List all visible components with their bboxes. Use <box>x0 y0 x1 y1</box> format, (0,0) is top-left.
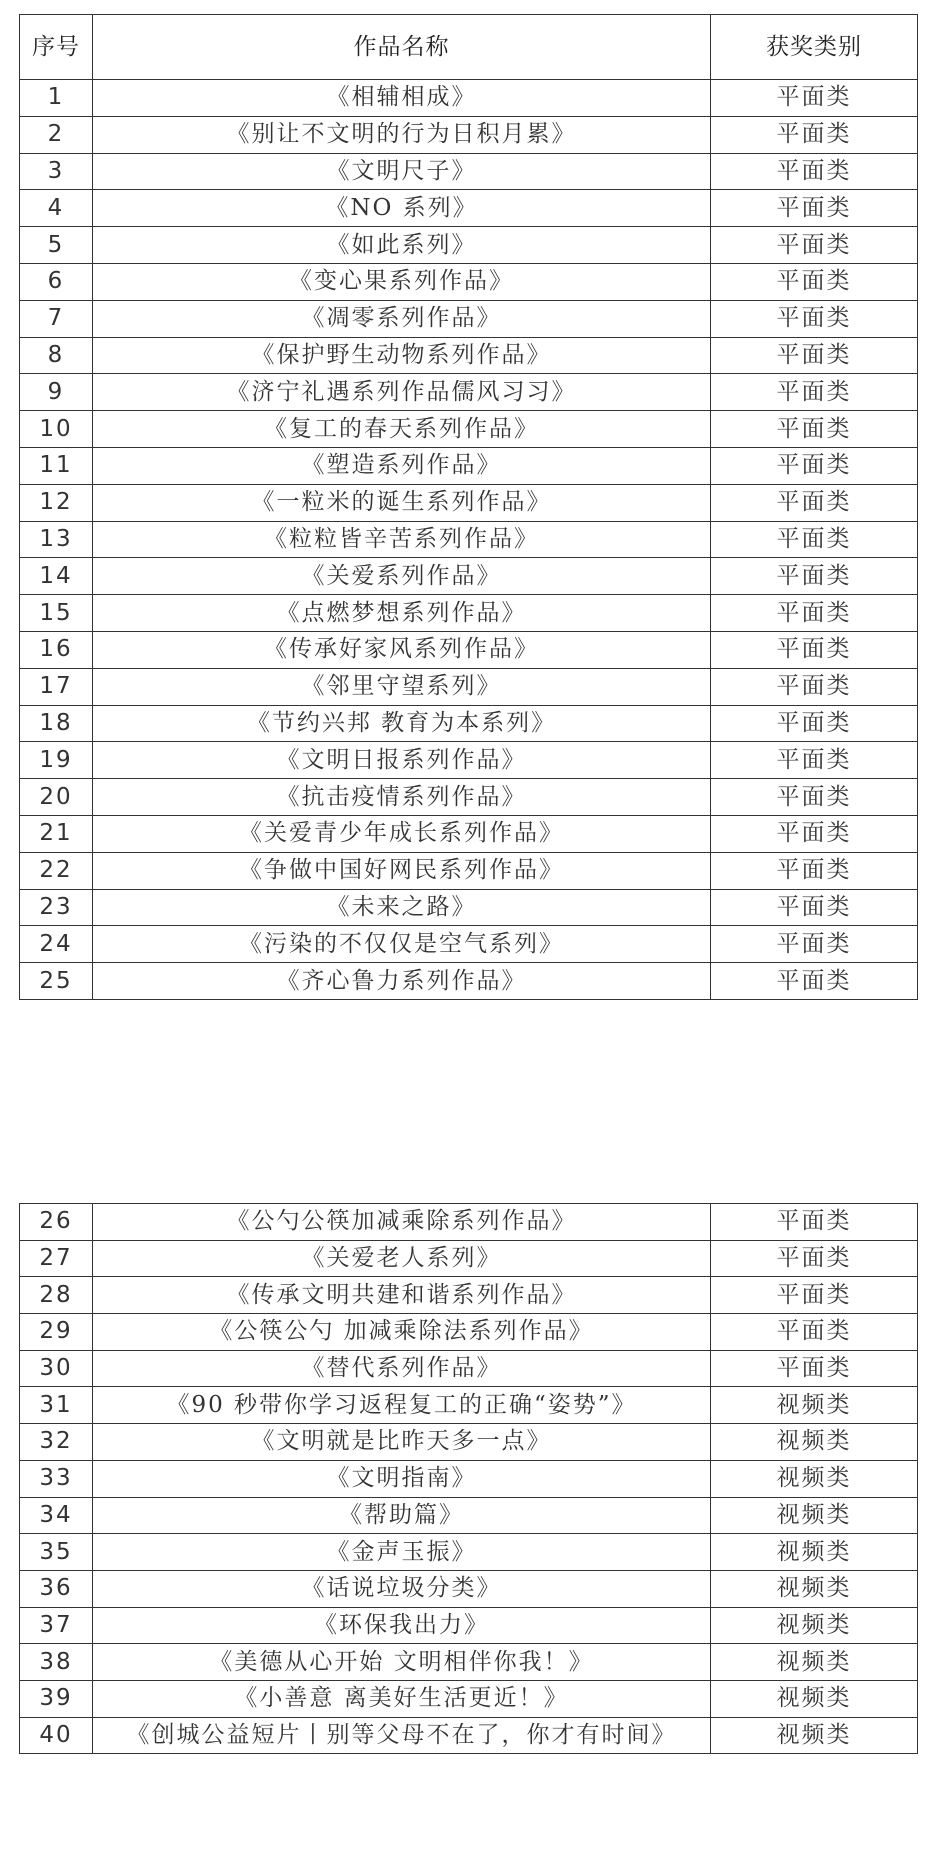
cell-award-category: 平面类 <box>711 80 918 117</box>
cell-serial-number: 15 <box>20 595 93 632</box>
cell-serial-number: 33 <box>20 1460 93 1497</box>
cell-award-category: 平面类 <box>711 1277 918 1314</box>
cell-work-title: 《争做中国好网民系列作品》 <box>93 852 711 889</box>
cell-work-title: 《帮助篇》 <box>93 1497 711 1534</box>
cell-serial-number: 21 <box>20 815 93 852</box>
cell-award-category: 视频类 <box>711 1460 918 1497</box>
table-row <box>20 190 918 227</box>
cell-award-category: 平面类 <box>711 779 918 816</box>
cell-work-title: 《替代系列作品》 <box>93 1350 711 1387</box>
cell-work-title: 《创城公益短片丨别等父母不在了，你才有时间》 <box>93 1717 711 1754</box>
cell-serial-number: 3 <box>20 153 93 190</box>
table-row <box>20 116 918 153</box>
cell-serial-number: 37 <box>20 1607 93 1644</box>
cell-serial-number: 4 <box>20 190 93 227</box>
table-row <box>20 1314 918 1351</box>
cell-award-category: 视频类 <box>711 1387 918 1424</box>
table-row <box>20 80 918 117</box>
table-row <box>20 153 918 190</box>
cell-serial-number: 39 <box>20 1680 93 1717</box>
cell-award-category: 平面类 <box>711 889 918 926</box>
cell-award-category: 平面类 <box>711 1314 918 1351</box>
cell-serial-number: 40 <box>20 1717 93 1754</box>
cell-award-category: 视频类 <box>711 1570 918 1607</box>
cell-serial-number: 17 <box>20 668 93 705</box>
cell-work-title: 《抗击疫情系列作品》 <box>93 779 711 816</box>
cell-award-category: 平面类 <box>711 852 918 889</box>
cell-award-category: 平面类 <box>711 300 918 337</box>
table-row <box>20 742 918 779</box>
cell-work-title: 《塑造系列作品》 <box>93 447 711 484</box>
table-row <box>20 1387 918 1424</box>
table-row <box>20 411 918 448</box>
cell-award-category: 平面类 <box>711 447 918 484</box>
table-row <box>20 779 918 816</box>
cell-award-category: 平面类 <box>711 631 918 668</box>
table-body-part-1 <box>20 80 918 1000</box>
table-row <box>20 631 918 668</box>
cell-serial-number: 9 <box>20 374 93 411</box>
cell-serial-number: 22 <box>20 852 93 889</box>
table-row <box>20 889 918 926</box>
table-row <box>20 852 918 889</box>
cell-work-title: 《济宁礼遇系列作品儒风习习》 <box>93 374 711 411</box>
cell-work-title: 《金声玉振》 <box>93 1534 711 1571</box>
table-row <box>20 447 918 484</box>
table-header-row <box>20 15 918 80</box>
cell-award-category: 平面类 <box>711 558 918 595</box>
table-row <box>20 521 918 558</box>
cell-work-title: 《点燃梦想系列作品》 <box>93 595 711 632</box>
table-row <box>20 484 918 521</box>
cell-serial-number: 29 <box>20 1314 93 1351</box>
cell-work-title: 《粒粒皆辛苦系列作品》 <box>93 521 711 558</box>
header-work-title: 作品名称 <box>93 15 711 80</box>
cell-serial-number: 16 <box>20 631 93 668</box>
cell-work-title: 《变心果系列作品》 <box>93 263 711 300</box>
table-row <box>20 1607 918 1644</box>
table-row <box>20 815 918 852</box>
cell-award-category: 视频类 <box>711 1497 918 1534</box>
table-row <box>20 1350 918 1387</box>
cell-award-category: 平面类 <box>711 926 918 963</box>
cell-award-category: 平面类 <box>711 227 918 264</box>
cell-serial-number: 8 <box>20 337 93 374</box>
cell-work-title: 《传承文明共建和谐系列作品》 <box>93 1277 711 1314</box>
cell-award-category: 平面类 <box>711 153 918 190</box>
cell-award-category: 平面类 <box>711 337 918 374</box>
cell-award-category: 平面类 <box>711 521 918 558</box>
cell-work-title: 《传承好家风系列作品》 <box>93 631 711 668</box>
table-row <box>20 963 918 1000</box>
cell-award-category: 平面类 <box>711 705 918 742</box>
cell-serial-number: 27 <box>20 1240 93 1277</box>
cell-award-category: 平面类 <box>711 1240 918 1277</box>
table-row <box>20 1204 918 1241</box>
table-row <box>20 337 918 374</box>
table-row <box>20 926 918 963</box>
cell-serial-number: 11 <box>20 447 93 484</box>
table-row <box>20 1534 918 1571</box>
header-award-category: 获奖类别 <box>711 15 918 80</box>
cell-work-title: 《美德从心开始 文明相伴你我！》 <box>93 1644 711 1681</box>
cell-award-category: 视频类 <box>711 1717 918 1754</box>
cell-work-title: 《未来之路》 <box>93 889 711 926</box>
cell-award-category: 平面类 <box>711 116 918 153</box>
cell-work-title: 《文明尺子》 <box>93 153 711 190</box>
table-row <box>20 374 918 411</box>
cell-serial-number: 34 <box>20 1497 93 1534</box>
table-row <box>20 1570 918 1607</box>
cell-serial-number: 28 <box>20 1277 93 1314</box>
cell-award-category: 视频类 <box>711 1534 918 1571</box>
cell-serial-number: 7 <box>20 300 93 337</box>
cell-work-title: 《如此系列》 <box>93 227 711 264</box>
cell-award-category: 平面类 <box>711 263 918 300</box>
cell-work-title: 《齐心鲁力系列作品》 <box>93 963 711 1000</box>
cell-award-category: 平面类 <box>711 815 918 852</box>
award-table-part-1 <box>19 14 918 1000</box>
table-row <box>20 705 918 742</box>
cell-work-title: 《相辅相成》 <box>93 80 711 117</box>
cell-work-title: 《邻里守望系列》 <box>93 668 711 705</box>
cell-serial-number: 12 <box>20 484 93 521</box>
cell-serial-number: 35 <box>20 1534 93 1571</box>
cell-serial-number: 20 <box>20 779 93 816</box>
cell-work-title: 《凋零系列作品》 <box>93 300 711 337</box>
table-row <box>20 1424 918 1461</box>
cell-serial-number: 32 <box>20 1424 93 1461</box>
table-row <box>20 1644 918 1681</box>
cell-award-category: 平面类 <box>711 411 918 448</box>
table-row <box>20 558 918 595</box>
table-row <box>20 227 918 264</box>
cell-work-title: 《公勺公筷加减乘除系列作品》 <box>93 1204 711 1241</box>
cell-work-title: 《别让不文明的行为日积月累》 <box>93 116 711 153</box>
cell-serial-number: 14 <box>20 558 93 595</box>
cell-work-title: 《文明指南》 <box>93 1460 711 1497</box>
cell-serial-number: 38 <box>20 1644 93 1681</box>
table-row <box>20 1680 918 1717</box>
cell-serial-number: 25 <box>20 963 93 1000</box>
cell-award-category: 平面类 <box>711 595 918 632</box>
cell-award-category: 平面类 <box>711 742 918 779</box>
award-table-part-2 <box>19 1203 918 1754</box>
cell-work-title: 《NO 系列》 <box>93 190 711 227</box>
cell-serial-number: 13 <box>20 521 93 558</box>
table-row <box>20 263 918 300</box>
cell-work-title: 《环保我出力》 <box>93 1607 711 1644</box>
cell-serial-number: 19 <box>20 742 93 779</box>
cell-serial-number: 18 <box>20 705 93 742</box>
cell-award-category: 视频类 <box>711 1424 918 1461</box>
cell-serial-number: 10 <box>20 411 93 448</box>
table-row <box>20 1240 918 1277</box>
cell-serial-number: 36 <box>20 1570 93 1607</box>
cell-work-title: 《文明日报系列作品》 <box>93 742 711 779</box>
cell-serial-number: 1 <box>20 80 93 117</box>
cell-work-title: 《关爱青少年成长系列作品》 <box>93 815 711 852</box>
cell-work-title: 《小善意 离美好生活更近！》 <box>93 1680 711 1717</box>
cell-award-category: 平面类 <box>711 190 918 227</box>
cell-award-category: 视频类 <box>711 1680 918 1717</box>
table-row <box>20 595 918 632</box>
cell-serial-number: 26 <box>20 1204 93 1241</box>
cell-award-category: 平面类 <box>711 484 918 521</box>
cell-work-title: 《关爱老人系列》 <box>93 1240 711 1277</box>
cell-award-category: 视频类 <box>711 1607 918 1644</box>
cell-work-title: 《公筷公勺 加减乘除法系列作品》 <box>93 1314 711 1351</box>
cell-work-title: 《文明就是比昨天多一点》 <box>93 1424 711 1461</box>
cell-work-title: 《保护野生动物系列作品》 <box>93 337 711 374</box>
cell-serial-number: 31 <box>20 1387 93 1424</box>
table-body-part-2 <box>20 1204 918 1754</box>
cell-serial-number: 24 <box>20 926 93 963</box>
cell-work-title: 《一粒米的诞生系列作品》 <box>93 484 711 521</box>
cell-award-category: 平面类 <box>711 668 918 705</box>
cell-work-title: 《话说垃圾分类》 <box>93 1570 711 1607</box>
cell-award-category: 视频类 <box>711 1644 918 1681</box>
cell-award-category: 平面类 <box>711 963 918 1000</box>
cell-serial-number: 2 <box>20 116 93 153</box>
cell-work-title: 《复工的春天系列作品》 <box>93 411 711 448</box>
table-row <box>20 1460 918 1497</box>
cell-work-title: 《90 秒带你学习返程复工的正确“姿势”》 <box>93 1387 711 1424</box>
cell-serial-number: 5 <box>20 227 93 264</box>
header-serial-number: 序号 <box>20 15 93 80</box>
table-row <box>20 300 918 337</box>
cell-serial-number: 30 <box>20 1350 93 1387</box>
table-row <box>20 1497 918 1534</box>
table-row <box>20 1277 918 1314</box>
cell-serial-number: 23 <box>20 889 93 926</box>
cell-work-title: 《关爱系列作品》 <box>93 558 711 595</box>
table-row <box>20 1717 918 1754</box>
cell-award-category: 平面类 <box>711 1204 918 1241</box>
cell-award-category: 平面类 <box>711 1350 918 1387</box>
cell-work-title: 《污染的不仅仅是空气系列》 <box>93 926 711 963</box>
cell-work-title: 《节约兴邦 教育为本系列》 <box>93 705 711 742</box>
cell-award-category: 平面类 <box>711 374 918 411</box>
cell-serial-number: 6 <box>20 263 93 300</box>
table-row <box>20 668 918 705</box>
